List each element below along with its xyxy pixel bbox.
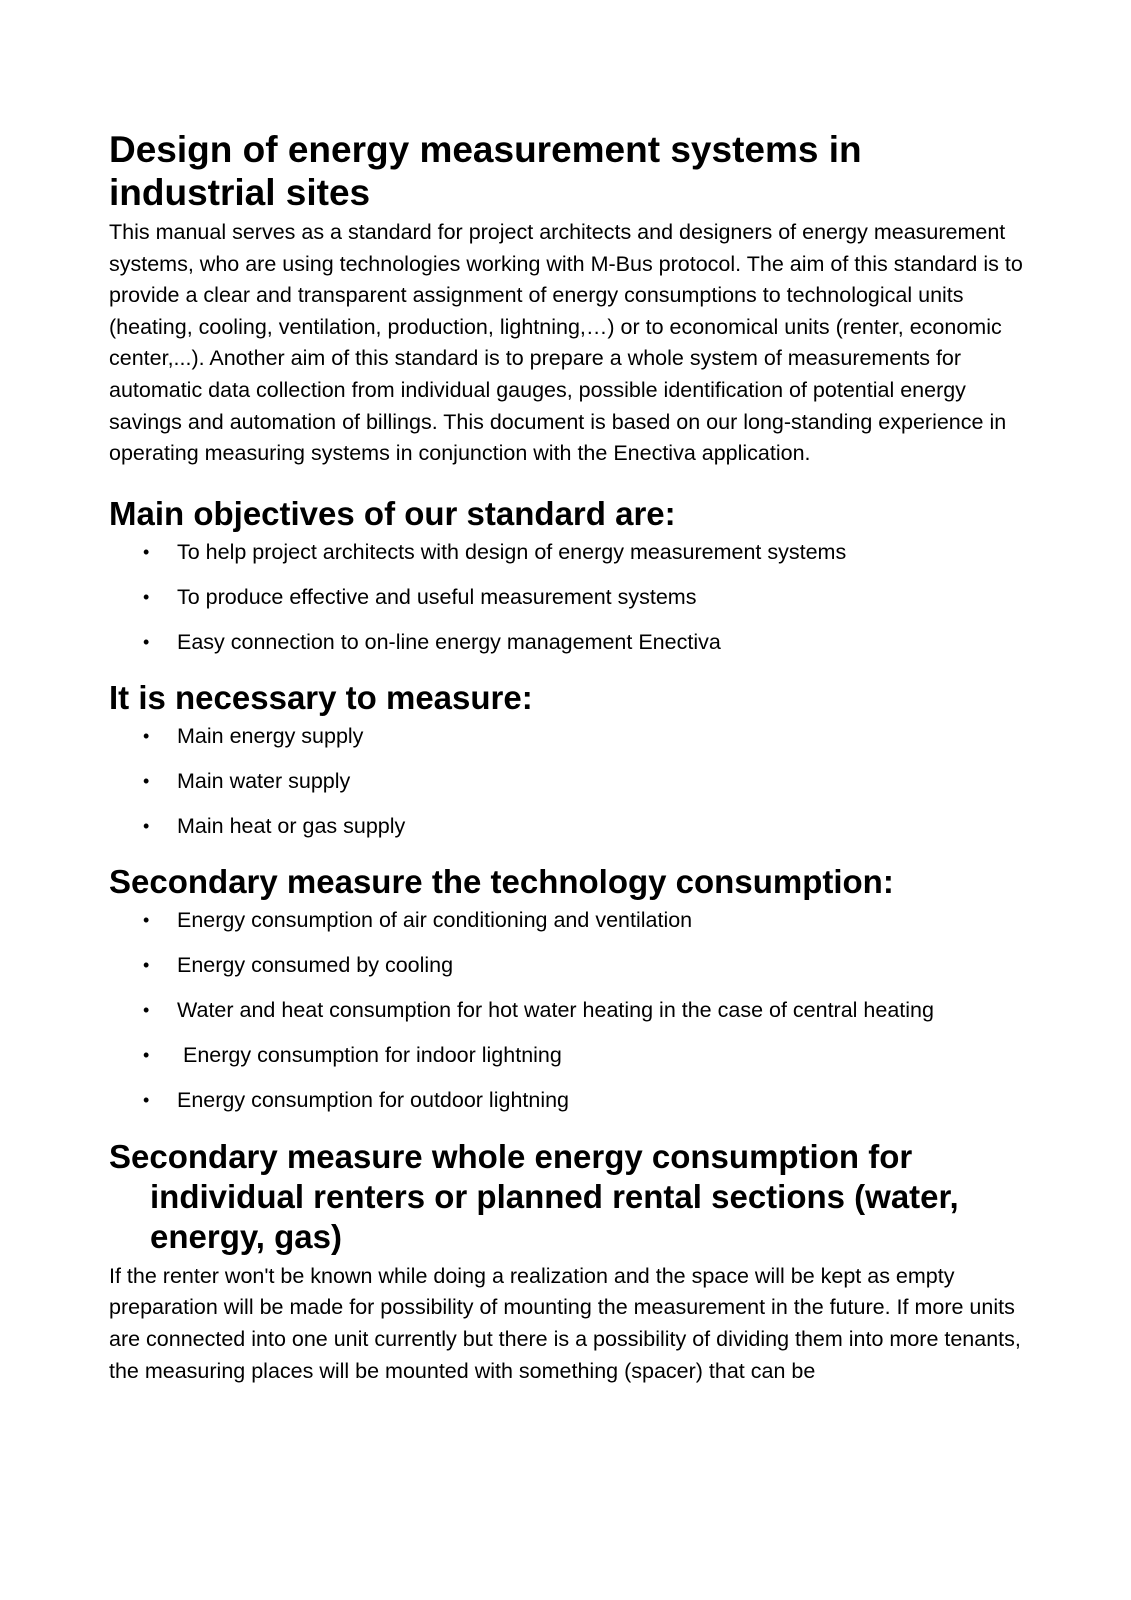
list-item bbox=[109, 943, 1024, 988]
list-item-text: Energy consumed by cooling bbox=[177, 952, 454, 977]
list-item bbox=[109, 804, 1024, 849]
list-item-text: Energy consumption for indoor lightning bbox=[177, 1042, 562, 1067]
bullet-icon: • bbox=[143, 725, 150, 746]
section-heading-renters: Secondary measure whole energy consumption for individual renters or planned rental sections (water, energy, gas) bbox=[109, 1137, 959, 1255]
bullet-icon: • bbox=[143, 631, 150, 652]
list-item-text: Main energy supply bbox=[177, 723, 364, 748]
list-item bbox=[109, 620, 1024, 665]
bullet-icon: • bbox=[143, 770, 150, 791]
list-item-text: Energy consumption for outdoor lightning bbox=[177, 1087, 570, 1112]
technology-list bbox=[109, 898, 1024, 1123]
list-item-text: Main heat or gas supply bbox=[177, 813, 406, 838]
list-item-text: To help project architects with design of energy measurement systems bbox=[177, 539, 847, 564]
list-item bbox=[109, 530, 1024, 575]
bullet-icon: • bbox=[143, 909, 150, 930]
document-page bbox=[109, 128, 1024, 1387]
section-heading-necessary: It is necessary to measure: bbox=[109, 678, 533, 716]
list-item-text: Easy connection to on-line energy management Enectiva bbox=[177, 629, 721, 654]
list-item-text: To produce effective and useful measurement systems bbox=[177, 584, 697, 609]
list-item bbox=[109, 575, 1024, 620]
section-heading-technology: Secondary measure the technology consumption: bbox=[109, 862, 894, 900]
section-heading-objectives: Main objectives of our standard are: bbox=[109, 494, 676, 532]
bullet-icon: • bbox=[143, 954, 150, 975]
list-item bbox=[109, 988, 1024, 1033]
list-item bbox=[109, 1078, 1024, 1123]
list-item bbox=[109, 759, 1024, 804]
list-item-text: Water and heat consumption for hot water heating in the case of central heating bbox=[177, 997, 934, 1022]
list-item bbox=[109, 714, 1024, 759]
objectives-list bbox=[109, 530, 1024, 665]
renters-paragraph: If the renter won't be known while doing a realization and the space will be kept as empty preparation will be made for possibility of mounting the measurement in the future. If more units are connected into one unit currently but there is a possibility of dividing them into more tenants, the measuring places will be mounted with something (spacer) that can be bbox=[109, 1263, 1021, 1383]
document-title: Design of energy measurement systems in industrial sites bbox=[109, 129, 862, 213]
intro-paragraph: This manual serves as a standard for project architects and designers of energy measurement systems, who are using technologies working with M-Bus protocol. The aim of this standard is to provide a clear and transparent assignment of energy consumptions to technological units (heating, cooling, ventilation, production, lightning,…) or to economical units (renter, economic center,...). Another aim of this standard is to prepare a whole system of measurements for automatic data collection from individual gauges, possible identification of potential energy savings and automation of billings. This document is based on our long-standing experience in operating measuring systems in conjunction with the Enectiva application. bbox=[109, 220, 1023, 466]
list-item-text: Main water supply bbox=[177, 768, 351, 793]
bullet-icon: • bbox=[143, 541, 150, 562]
bullet-icon: • bbox=[143, 1089, 150, 1110]
bullet-icon: • bbox=[143, 999, 150, 1020]
list-item bbox=[109, 1033, 1024, 1078]
bullet-icon: • bbox=[143, 815, 150, 836]
list-item bbox=[109, 898, 1024, 943]
bullet-icon: • bbox=[143, 1044, 150, 1065]
bullet-icon: • bbox=[143, 586, 150, 607]
necessary-list bbox=[109, 714, 1024, 849]
list-item-text: Energy consumption of air conditioning and ventilation bbox=[177, 907, 693, 932]
